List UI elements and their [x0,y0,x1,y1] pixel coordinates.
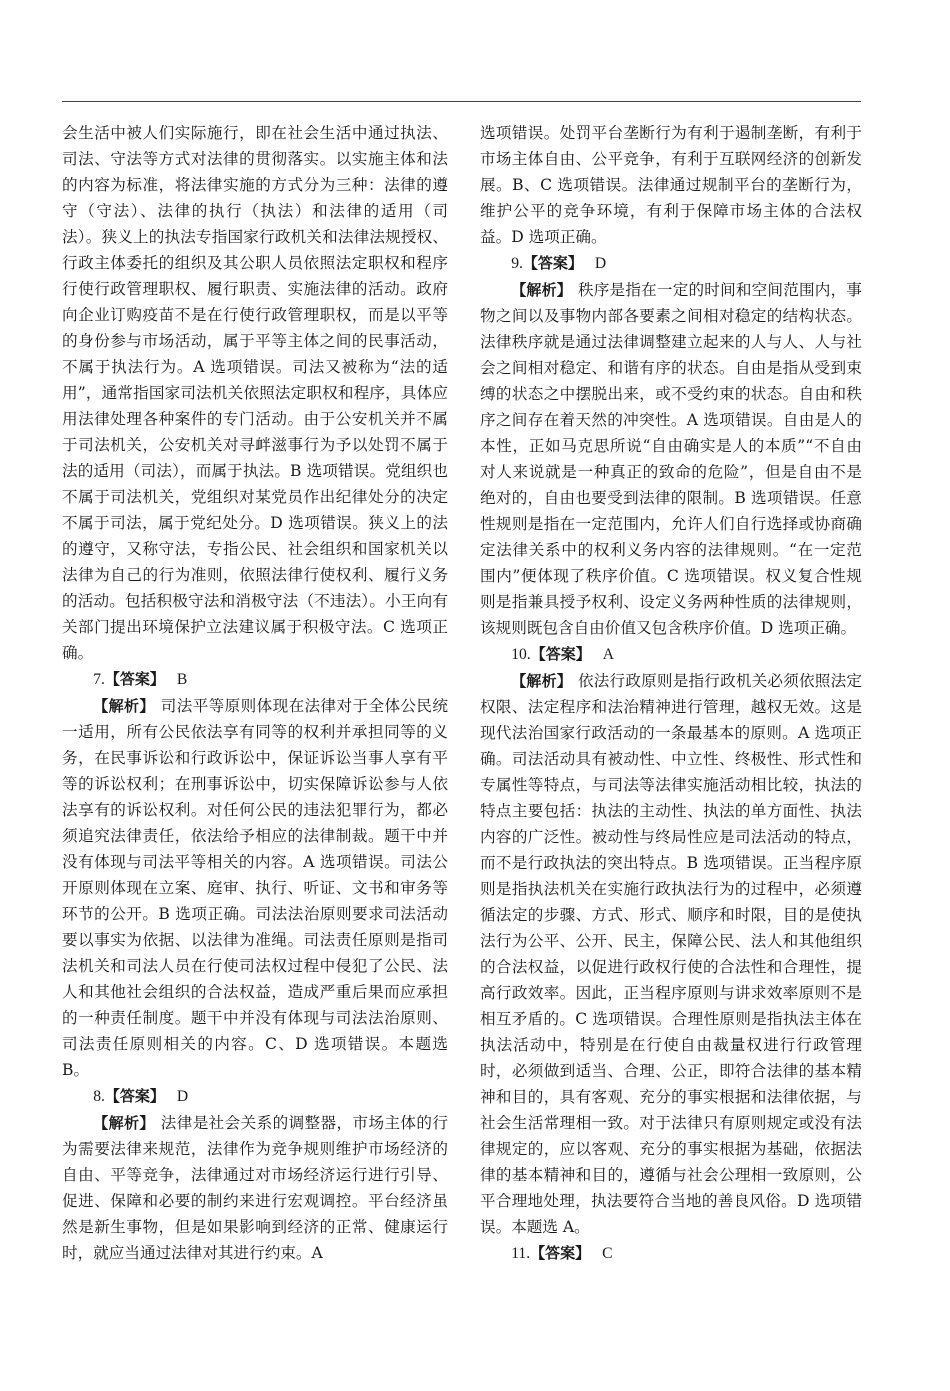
analysis-paragraph-7 [62,693,448,1083]
answer-value: D [176,1088,189,1105]
analysis-tag: 【解析】 [511,672,572,690]
analysis-paragraph-9 [480,277,862,641]
analysis-text: 依法行政原则是指行政机关必须依照法定权限、法定程序和法治精神进行管理，越权无效。这是现代法治国家行政活动的一条最基本的原则。A 选项正确。司法活动具有被动性、中立性、终极性、形式性和专属性等特点，与司法等法律实施活动相比较，执法的特点主要包括：执法的主动性、执法的单方面性、执法内容的广泛性。被动性与终局性应是司法活动的特点，而不是行政执法的突出特点。B 选项错误。正当程序原则是指执法机关在实施行政执法行为的过程中，必须遵循法定的步骤、方式、形式、顺序和时限，目的是使执法行为公平、公开、民主，保障公民、法人和其他组织的合法权益，以促进行政权行使的合法性和合理性，提高行政效率。因此，正当程序原则与讲求效率原则不是相互矛盾的。C 选项错误。合理性原则是指执法主体在执法活动中，特别是在行使自由裁量权进行行政管理时，必须做到适当、合理、公正，即符合法律的基本精神和目的，具有客观、充分的事实根据和法律依据，与社会生活常理相一致。对于法律只有原则规定或没有法律规定的，应以客观、充分的事实根据为基础，依据法律的基本精神和目的，遵循与社会公理相一致原则，公平合理地处理，执法要符合当地的善良风俗。D 选项错误。本题选 A。 [480,672,862,1236]
analysis-tag: 【解析】 [93,1114,155,1132]
continued-paragraph: 会生活中被人们实际施行，即在社会生活中通过执法、司法、守法等方式对法律的贯彻落实。以实施主体和法的内容为标准，将法律实施的方式分为三种：法律的遵守（守法）、法律的执行（执法）和法律的适用（司法）。狭义上的执法专指国家行政机关和法律法规授权、行政主体委托的组织及其公职人员依照法定职权和程序行使行政管理职权、履行职责、实施法律的活动。政府向企业订购疫苗不是在行使行政管理职权，而是以平等的身份参与市场活动，属于平等主体之间的民事活动，不属于执法行为。A 选项错误。司法又被称为“法的适用”，通常指国家司法机关依照法定职权和程序，具体应用法律处理各种案件的专门活动。由于公安机关并不属于司法机关，公安机关对寻衅滋事行为予以处罚不属于法的适用（司法），而属于执法。B 选项错误。党组织也不属于司法机关，党组织对某党员作出纪律处分的决定不属于司法，属于党纪处分。D 选项错误。狭义上的法的遵守，又称守法，专指公民、社会组织和国家机关以法律为自己的行为准则，依照法律行使权利、履行义务的活动。包括积极守法和消极守法（不违法）。小王向有关部门提出环境保护立法建议属于积极守法。C 选项正确。 [62,124,448,662]
answer-value: D [594,255,607,272]
continued-paragraph: 选项错误。处罚平台垄断行为有利于遏制垄断，有利于市场主体自由、公平竞争，有利于互联网经济的创新发展。B、C 选项错误。法律通过规制平台的垄断行为，维护公平的竞争环境，有利于保障市场主体的合法权益。D 选项正确。 [480,124,862,246]
question-number: 10. [511,646,531,663]
answer-value: C [602,1245,613,1262]
header-rule [62,101,861,102]
answer-line-8 [62,1083,448,1110]
answer-value: B [176,671,188,688]
answer-tag: 【答案】 [530,1244,591,1262]
analysis-tag: 【解析】 [93,697,155,715]
analysis-text: 司法平等原则体现在法律对于全体公民统一适用，所有公民依法享有同等的权利并承担同等的义务，在民事诉讼和行政诉讼中，保证诉讼当事人享有平等的诉讼权利；在刑事诉讼中，切实保障诉讼参与人依法享有的诉讼权利。对任何公民的违法犯罪行为，都必须追究法律责任，依法给予相应的法律制裁。题干中并没有体现与司法平等相关的内容。A 选项错误。司法公开原则体现在立案、庭审、执行、听证、文书和审务等环节的公开。B 选项正确。司法法治原则要求司法活动要以事实为依据、以法律为准绳。司法责任原则是指司法机关和司法人员在行使司法权过程中侵犯了公民、法人和其他社会组织的合法权益，造成严重后果而应承担的一种责任制度。题干中并没有体现与司法法治原则、司法责任原则相关的内容。C、D 选项错误。本题选 B。 [62,697,448,1079]
question-number: 8. [93,1088,105,1105]
question-number: 11. [511,1245,531,1262]
answer-tag: 【答案】 [530,645,591,663]
question-number: 9. [511,255,523,272]
analysis-text: 秩序是指在一定的时间和空间范围内，事物之间以及事物内部各要素之间相对稳定的结构状态。法律秩序就是通过法律调整建立起来的人与人、人与社会之间相对稳定、和谐有序的状态。自由是指从受到束缚的状态之中摆脱出来，或不受约束的状态。自由和秩序之间存在着天然的冲突性。A 选项错误。自由是人的本性，正如马克思所说“自由确实是人的本质”“不自由对人来说就是一种真正的致命的危险”，但是自由不是绝对的，自由也要受到法律的限制。B 选项错误。任意性规则是指在一定范围内，允许人们自行选择或协商确定法律关系中的权利义务内容的法律规则。“在一定范围内”便体现了秩序价值。C 选项错误。权义复合性规则是指兼具授予权利、设定义务两种性质的法律规则，该规则既包含自由价值又包含秩序价值。D 选项正确。 [480,281,862,637]
answer-value: A [602,646,614,663]
answer-line-7 [62,666,448,693]
analysis-tag: 【解析】 [511,281,572,299]
analysis-text: 法律是社会关系的调整器，市场主体的行为需要法律来规范，法律作为竞争规则维护市场经济的自由、平等竞争，法律通过对市场经济运行进行引导、促进、保障和必要的制约来进行宏观调控。平台经济虽然是新生事物，但是如果影响到经济的正常、健康运行时，就应当通过法律对其进行约束。A [62,1114,448,1262]
right-column [480,120,862,1267]
answer-line-10 [480,641,862,668]
answer-tag: 【答案】 [522,254,583,272]
answer-line-9 [480,250,862,277]
answer-tag: 【答案】 [104,670,165,688]
answer-tag: 【答案】 [104,1087,165,1105]
question-number: 7. [93,671,105,688]
analysis-paragraph-8 [62,1110,448,1266]
left-column [62,120,448,1266]
analysis-paragraph-10 [480,668,862,1240]
answer-line-11 [480,1240,862,1267]
